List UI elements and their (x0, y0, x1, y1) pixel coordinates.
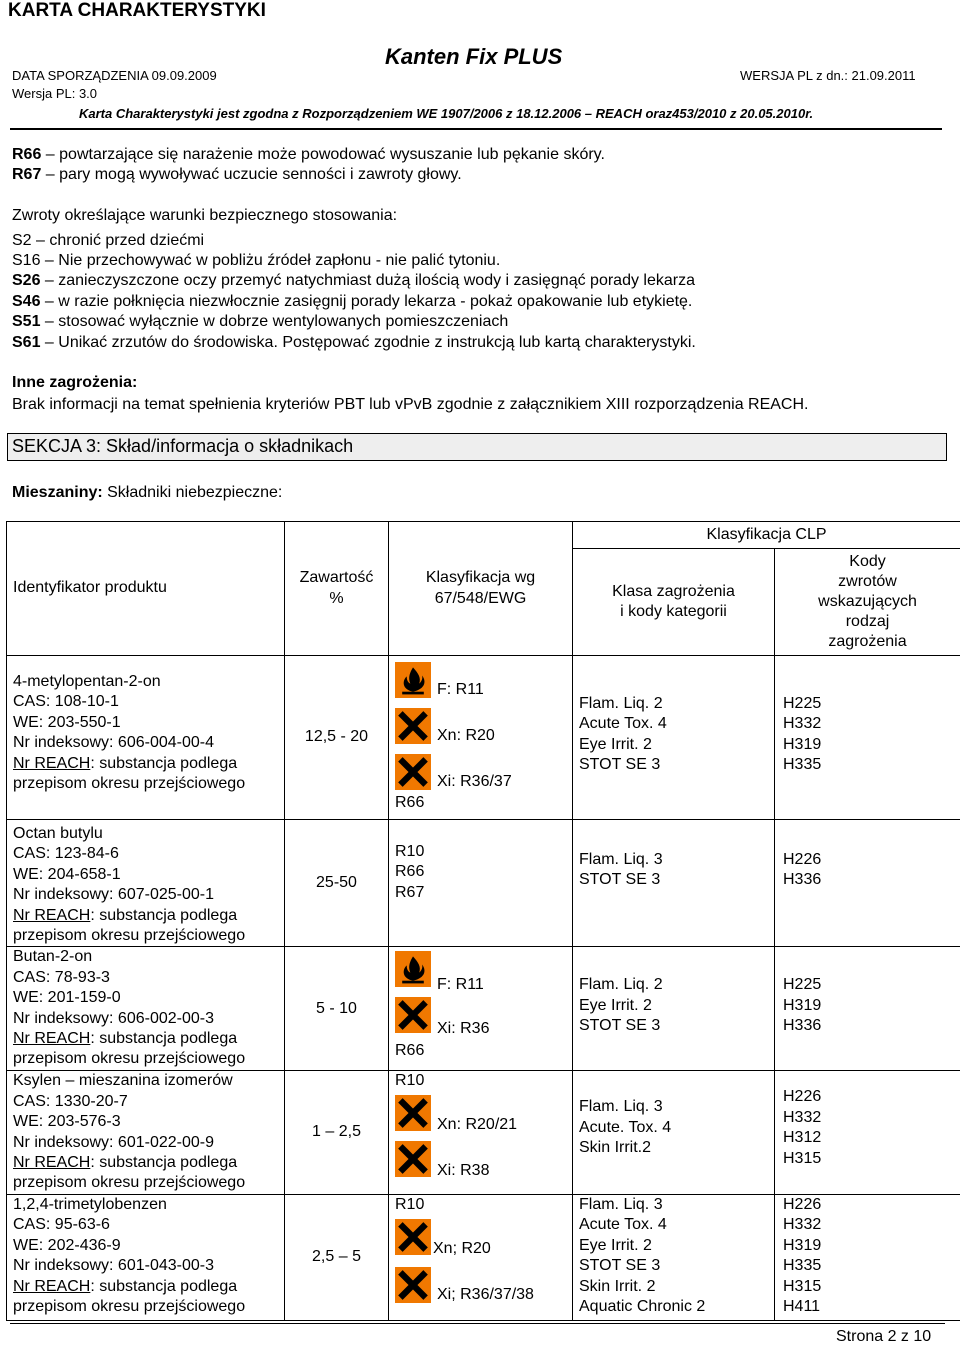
clp-classes: Flam. Liq. 3 STOT SE 3 (573, 820, 775, 947)
product-name: Kanten Fix PLUS (385, 44, 563, 69)
r-code: R10 (395, 1072, 425, 1090)
header-content: Zawartość % (285, 522, 389, 656)
content-percent: 1 – 2,5 (285, 1071, 389, 1194)
components-table (6, 521, 960, 1321)
classification-67-548 (389, 1194, 573, 1320)
product-identifier: Butan-2-on CAS: 78-93-3 WE: 201-159-0 Nr indeksowy: 606-002-00-3 Nr REACH: substancja podlega przepisom okresu przejściowego (7, 947, 285, 1071)
header-clp: Klasyfikacja CLP (573, 522, 960, 549)
header-identifier: Identyfikator produktu (7, 522, 285, 656)
irritant-cross-icon (395, 997, 431, 1033)
header-classification-wg: Klasyfikacja wg 67/548/EWG (389, 522, 573, 656)
f-label: F: R11 (437, 681, 484, 698)
compliance-note: Karta Charakterystyki jest zgodna z Rozporządzeniem WE 1907/2006 z 18.12.2006 – REACH oraz453/2010 z 20.05.2010r. (79, 106, 814, 121)
r-code: R10 (395, 1195, 425, 1213)
flame-icon (395, 662, 431, 698)
section-title: SEKCJA 3: Skład/informacja o składnikach (12, 436, 354, 456)
harmful-cross-icon (395, 1095, 431, 1131)
harmful-cross-icon (395, 708, 431, 744)
document-title: KARTA CHARAKTERYSTYKI (8, 0, 266, 21)
content-percent: 2,5 – 5 (285, 1194, 389, 1320)
s-phrase: S26 – zanieczyszczone oczy przemyć natychmiast dużą ilością wody i zasięgnąć porady lekarza (12, 272, 695, 289)
table-row (7, 947, 960, 1071)
mixtures-line: Mieszaniny: Składniki niebezpieczne: (12, 484, 283, 501)
header-rule (10, 128, 942, 130)
xn-label: Xn: R20 (437, 727, 495, 744)
r-code: R66 (395, 1042, 425, 1060)
irritant-cross-icon (395, 1267, 431, 1303)
s-phrase: S46 – w razie połknięcia niezwłocznie zasięgnij porady lekarza - pokaż opakowanie lub etykietę. (12, 293, 693, 310)
table-row (7, 1194, 960, 1320)
flame-icon (395, 951, 431, 987)
header-h-codes: Kody zwrotów wskazujących rodzaj zagrożenia (775, 549, 960, 656)
irritant-cross-icon (395, 754, 431, 790)
r-code: R66 (395, 794, 425, 811)
h-codes: H226 H332 H319 H335 H315 H411 (775, 1194, 960, 1320)
xn-label: Xn: R20/21 (437, 1116, 518, 1134)
h-codes: H226 H332 H312 H315 (775, 1071, 960, 1194)
classification-67-548 (389, 656, 573, 820)
product-identifier: Octan butylu CAS: 123-84-6 WE: 204-658-1 Nr indeksowy: 607-025-00-1 Nr REACH: substancja podlega przepisom okresu przejściowego (7, 820, 285, 947)
table-row (7, 656, 960, 820)
s-phrase: S51 – stosować wyłącznie w dobrze wentylowanych pomieszczeniach (12, 313, 509, 330)
s-phrase: S2 – chronić przed dziećmi (12, 232, 205, 249)
f-label: F: R11 (437, 976, 484, 994)
product-identifier: 1,2,4-trimetylobenzen CAS: 95-63-6 WE: 202-436-9 Nr indeksowy: 601-043-00-3 Nr REACH: substancja podlega przepisom okresu przejściowego (7, 1194, 285, 1320)
r-phrase: R66 – powtarzające się narażenie może powodować wysuszanie lub pękanie skóry. (12, 146, 605, 163)
xi-label: Xi; R36/37/38 (437, 1285, 534, 1303)
table-row (7, 820, 960, 947)
table-row (7, 1071, 960, 1194)
content-percent: 5 - 10 (285, 947, 389, 1071)
content-percent: 12,5 - 20 (285, 656, 389, 820)
header-clp-class: Klasa zagrożenia i kody kategorii (573, 549, 775, 656)
xi-label: Xi: R36 (437, 1020, 490, 1038)
clp-classes: Flam. Liq. 3 Acute Tox. 4 Eye Irrit. 2 STOT SE 3 Skin Irrit. 2 Aquatic Chronic 2 (573, 1194, 775, 1320)
clp-classes: Flam. Liq. 2 Eye Irrit. 2 STOT SE 3 (573, 947, 775, 1071)
footer-rule (10, 1323, 945, 1324)
irritant-cross-icon (395, 1141, 431, 1177)
classification-67-548: R10 R66 R67 (389, 820, 573, 947)
s-phrases-heading: Zwroty określające warunki bezpiecznego stosowania: (12, 207, 398, 224)
clp-classes: Flam. Liq. 2 Acute Tox. 4 Eye Irrit. 2 STOT SE 3 (573, 656, 775, 820)
product-identifier: 4-metylopentan-2-on CAS: 108-10-1 WE: 203-550-1 Nr indeksowy: 606-004-00-4 Nr REACH: substancja podlega przepisom okresu przejściowego (7, 656, 285, 820)
version: Wersja PL: 3.0 (12, 86, 98, 101)
s-phrase: S61 – Unikać zrzutów do środowiska. Postępować zgodnie z instrukcją lub kartą charakterystyki. (12, 334, 696, 351)
h-codes: H225 H319 H336 (775, 947, 960, 1071)
product-identifier: Ksylen – mieszanina izomerów CAS: 1330-20-7 WE: 203-576-3 Nr indeksowy: 601-022-00-9 Nr REACH: substancja podlega przepisom okresu przejściowego (7, 1071, 285, 1194)
clp-classes: Flam. Liq. 3 Acute. Tox. 4 Skin Irrit.2 (573, 1071, 775, 1194)
harmful-cross-icon (395, 1219, 431, 1255)
classification-67-548 (389, 947, 573, 1071)
r-phrase: R67 – pary mogą wywoływać uczucie senności i zawroty głowy. (12, 166, 462, 183)
h-codes: H225 H332 H319 H335 (775, 656, 960, 820)
xi-label: Xi: R36/37 (437, 773, 512, 790)
xi-label: Xi: R38 (437, 1162, 490, 1180)
s-phrase: S16 – Nie przechowywać w pobliżu źródeł zapłonu - nie palić tytoniu. (12, 252, 501, 269)
classification-67-548 (389, 1071, 573, 1194)
h-codes: H226 H336 (775, 820, 960, 947)
other-hazards-text: Brak informacji na temat spełnienia kryteriów PBT lub vPvB zgodnie z załącznikiem XIII rozporządzenia REACH. (12, 396, 809, 413)
date-created: DATA SPORZĄDZENIA 09.09.2009 (12, 68, 217, 83)
content-percent: 25-50 (285, 820, 389, 947)
xn-label: Xn; R20 (433, 1239, 491, 1257)
page-number: Strona 2 z 10 (836, 1328, 932, 1345)
other-hazards-heading: Inne zagrożenia: (12, 374, 138, 391)
version-date: WERSJA PL z dn.: 21.09.2011 (740, 68, 916, 83)
